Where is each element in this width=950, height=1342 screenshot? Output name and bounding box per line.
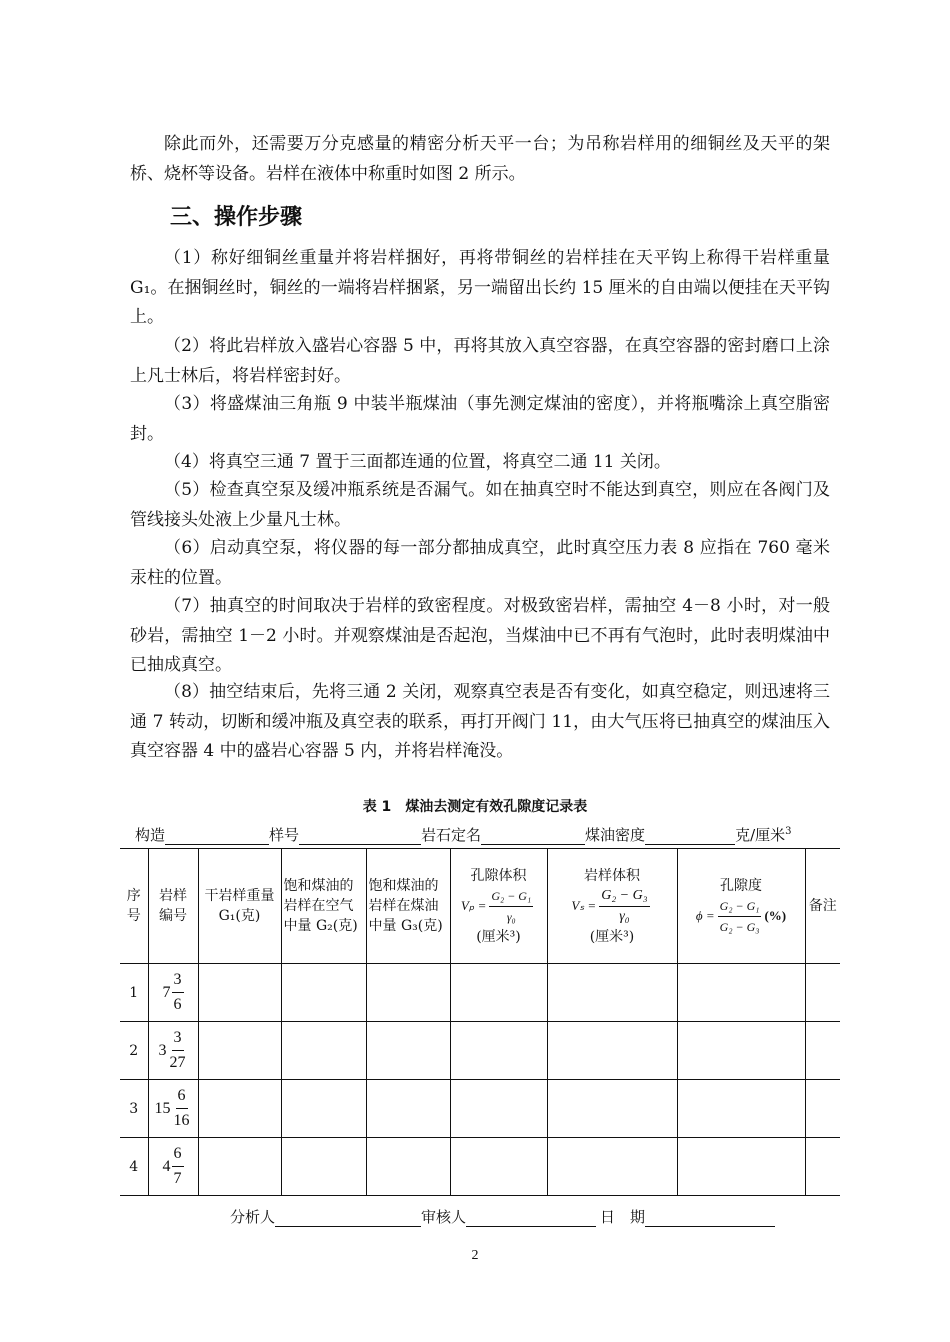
step-8: （8）抽空结束后，先将三通 2 关闭，观察真空表是否有变化，如真空稳定，则迅速将三通 7 转动，切断和缓冲瓶及真空表的联系，再打开阀门 11，由大气压将已抽真空的煤油压入真空容器 4 中的盛岩心容器 5 内，并将岩样淹没。 [130, 682, 830, 761]
cell-sat-air[interactable] [281, 964, 366, 1022]
cell-remarks[interactable] [805, 1022, 840, 1080]
cell-sat-air[interactable] [281, 1138, 366, 1196]
cell-remarks[interactable] [805, 1080, 840, 1138]
step-6: （6）启动真空泵，将仪器的每一部分都抽成真空，此时真空压力表 8 应指在 760 毫米汞柱的位置。 [130, 538, 830, 588]
reviewer-blank [466, 1212, 596, 1227]
table-row [120, 964, 840, 1022]
header-remarks: 备注 [805, 849, 840, 964]
cell-porosity[interactable] [677, 1138, 805, 1196]
oil-density-blank [645, 830, 735, 845]
cell-dry-weight[interactable] [198, 1138, 281, 1196]
table-caption-title: 煤油去测定有效孔隙度记录表 [405, 799, 588, 815]
oil-density-label: 煤油密度 [585, 826, 646, 844]
signature-line [230, 1206, 775, 1227]
table-row [120, 1080, 840, 1138]
structure-label: 构造 [135, 826, 166, 844]
table-caption [0, 796, 950, 816]
step-3: （3）将盛煤油三角瓶 9 中装半瓶煤油（事先测定煤油的密度），并将瓶嘴涂上真空脂密封。 [130, 394, 830, 444]
step-1: （1）称好细铜丝重量并将岩样捆好，再将带铜丝的岩样挂在天平钩上称得干岩样重量 G₁。在捆铜丝时，铜丝的一端将岩样捆紧，另一端留出长约 15 厘米的自由端以便挂在天平钩上。 [130, 248, 830, 327]
header-saturated-in-air: 饱和煤油的 岩样在空气中量 G₂(克) [281, 849, 366, 964]
reviewer-label: 审核人 [421, 1208, 467, 1226]
rock-volume-formula: Vₛ = $\frac{\text{G₂ − G₃}}{\text{γ₀}}$ [571, 887, 648, 924]
cell-sat-air[interactable] [281, 1080, 366, 1138]
cell-porosity[interactable] [677, 1080, 805, 1138]
cell-dry-weight[interactable] [198, 1022, 281, 1080]
pore-volume-formula: Vₚ = $\frac{\text{G₂ − G₁}}{\text{γ₀}}$ [461, 886, 536, 927]
row-seq: 1 [120, 964, 148, 1022]
row-sample-id: 15 $\frac{6}{16}$ [148, 1080, 198, 1138]
cell-pore-volume[interactable] [450, 1138, 547, 1196]
sample-no-blank [299, 830, 421, 845]
header-porosity: 孔隙度 ϕ = $\frac{\text{G₂ − G₁}}{\text{G₂ − G₃}}$ (%) [677, 849, 805, 964]
cell-pore-volume[interactable] [450, 964, 547, 1022]
cell-sat-oil[interactable] [366, 1022, 450, 1080]
analyst-blank [275, 1212, 421, 1227]
cell-remarks[interactable] [805, 964, 840, 1022]
step-5: （5）检查真空泵及缓冲瓶系统是否漏气。如在抽真空时不能达到真空，则应在各阀门及管线接头处液上少量凡士林。 [130, 480, 830, 530]
rock-name-label: 岩石定名 [421, 826, 482, 844]
density-unit-sup: 3 [785, 826, 792, 837]
sample-no-label: 样号 [269, 826, 300, 844]
table-row [120, 1022, 840, 1080]
cell-remarks[interactable] [805, 1138, 840, 1196]
rock-name-blank [481, 830, 585, 845]
cell-dry-weight[interactable] [198, 964, 281, 1022]
cell-pore-volume[interactable] [450, 1022, 547, 1080]
row-sample-id: 3 $\frac{3}{27}$ [148, 1022, 198, 1080]
header-seq: 序号 [120, 849, 148, 964]
cell-rock-volume[interactable] [547, 1080, 677, 1138]
cell-rock-volume[interactable] [547, 964, 677, 1022]
row-sample-id: 7 $\frac{3}{6}$ [148, 964, 198, 1022]
table-row [120, 1138, 840, 1196]
row-seq: 4 [120, 1138, 148, 1196]
cell-rock-volume[interactable] [547, 1022, 677, 1080]
date-blank [645, 1212, 775, 1227]
row-seq: 2 [120, 1022, 148, 1080]
header-sample-id: 岩样编号 [148, 849, 198, 964]
porosity-formula: ϕ = $\frac{\text{G₂ − G₁}}{\text{G₂ − G₃}}$ (%) [696, 896, 786, 937]
cell-sat-oil[interactable] [366, 964, 450, 1022]
header-saturated-in-oil: 饱和煤油的 岩样在煤油中量 G₃(克) [366, 849, 450, 964]
cell-sat-oil[interactable] [366, 1080, 450, 1138]
intro-paragraph: 除此而外，还需要万分克感量的精密分析天平一台；为吊称岩样用的细铜丝及天平的架桥、烧杯等设备。岩样在液体中称重时如图 2 所示。 [130, 134, 830, 184]
header-pore-volume: 孔隙体积 Vₚ = $\frac{\text{G₂ − G₁}}{\text{γ₀}}$ (厘米³) [450, 849, 547, 964]
header-dry-weight: 干岩样重量 G₁(克) [198, 849, 281, 964]
cell-dry-weight[interactable] [198, 1080, 281, 1138]
step-2: （2）将此岩样放入盛岩心容器 5 中，再将其放入真空容器，在真空容器的密封磨口上涂上凡士林后，将岩样密封好。 [130, 336, 830, 386]
cell-sat-air[interactable] [281, 1022, 366, 1080]
table-caption-number: 表 1 [362, 799, 392, 815]
porosity-record-table [120, 848, 840, 1196]
analyst-label: 分析人 [230, 1208, 276, 1226]
cell-porosity[interactable] [677, 964, 805, 1022]
section-heading: 三、操作步骤 [170, 205, 303, 230]
density-unit: 克/厘米 [735, 826, 786, 844]
table-meta-line [135, 824, 792, 845]
table-header-row [120, 849, 840, 964]
structure-blank [165, 830, 269, 845]
cell-porosity[interactable] [677, 1022, 805, 1080]
step-7: （7）抽真空的时间取决于岩样的致密程度。对极致密岩样，需抽空 4－8 小时，对一般砂岩，需抽空 1－2 小时。并观察煤油是否起泡，当煤油中已不再有气泡时，此时表明煤油中已抽成真空。 [130, 596, 830, 675]
cell-pore-volume[interactable] [450, 1080, 547, 1138]
row-sample-id: 4 $\frac{6}{7}$ [148, 1138, 198, 1196]
cell-sat-oil[interactable] [366, 1138, 450, 1196]
cell-rock-volume[interactable] [547, 1138, 677, 1196]
step-4: （4）将真空三通 7 置于三面都连通的位置，将真空二通 11 关闭。 [164, 452, 671, 472]
row-seq: 3 [120, 1080, 148, 1138]
date-label: 日 期 [600, 1208, 646, 1226]
header-rock-volume: 岩样体积 Vₛ = $\frac{\text{G₂ − G₃}}{\text{γ₀}}$ (厘米³) [547, 849, 677, 964]
page-number: 2 [471, 1248, 479, 1263]
